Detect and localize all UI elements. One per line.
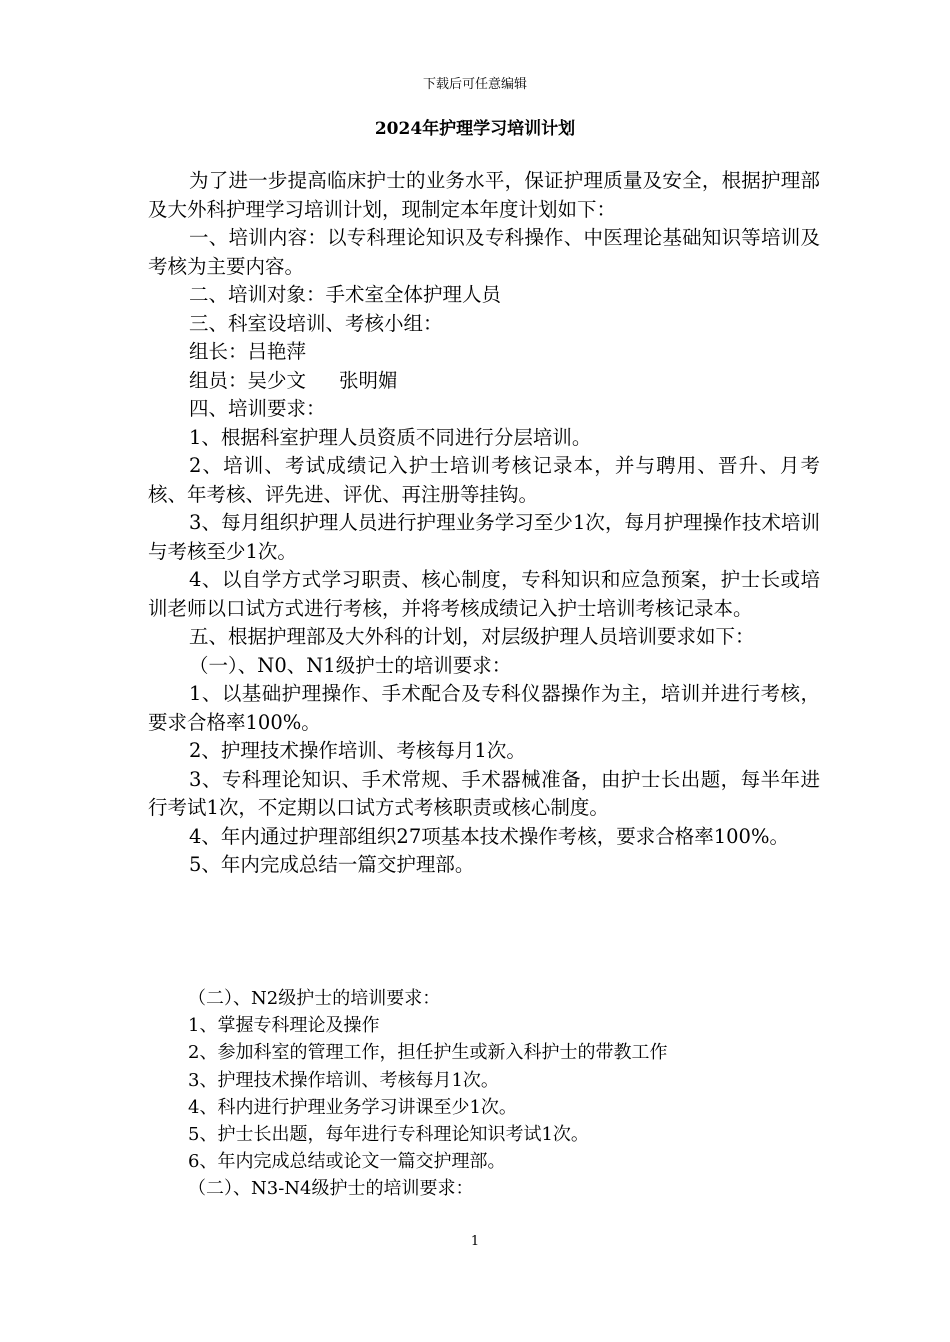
intro-paragraph: 为了进一步提高临床护士的业务水平，保证护理质量及安全，根据护理部及大外科护理学习培训计划，现制定本年度计划如下： <box>148 169 820 221</box>
paragraph-training-target: 二、培训对象：手术室全体护理人员 <box>189 283 502 306</box>
paragraph-requirement-1: 1、根据科室护理人员资质不同进行分层培训。 <box>189 425 592 449</box>
page-title: 2024年护理学习培训计划 <box>374 119 576 139</box>
body-section-2 <box>148 985 820 1203</box>
paragraph-requirement-3: 3、每月组织护理人员进行护理业务学习至少1次，每月护理操作技术培训与考核至少1次。 <box>148 511 820 563</box>
paragraph-level-plan: 五、根据护理部及大外科的计划，对层级护理人员培训要求如下： <box>189 625 755 648</box>
group-member-2: 张明媚 <box>339 368 398 392</box>
paragraph-n2-item-3: 3、护理技术操作培训、考核每月1次。 <box>188 1069 499 1091</box>
paragraph-n2-item-2: 2、参加科室的管理工作，担任护生或新入科护士的带教工作 <box>188 1042 668 1064</box>
page-number: 1 <box>470 1234 480 1249</box>
paragraph-n0-n1-item-5: 5、年内完成总结一篇交护理部。 <box>189 853 475 876</box>
paragraph-n2-item-5: 5、护士长出题，每年进行专科理论知识考试1次。 <box>188 1124 589 1146</box>
paragraph-n0-n1-item-2: 2、护理技术操作培训、考核每月1次。 <box>189 739 526 762</box>
paragraph-requirement-4: 4、以自学方式学习职责、核心制度，专科知识和应急预案，护士长或培训老师以口试方式进行考核，并将考核成绩记入护士培训考核记录本。 <box>148 568 820 620</box>
group-member-1: 组员：吴少文 <box>189 368 307 392</box>
paragraph-group-leader: 组长：吕艳萍 <box>189 340 307 363</box>
paragraph-n2-item-6: 6、年内完成总结或论文一篇交护理部。 <box>188 1151 506 1173</box>
paragraph-n0-n1-item-4: 4、年内通过护理部组织27项基本技术操作考核，要求合格率100%。 <box>189 824 789 848</box>
paragraph-training-group: 三、科室设培训、考核小组： <box>189 311 443 335</box>
paragraph-n3-n4-heading: （二）、N3-N4级护士的培训要求： <box>188 1178 474 1200</box>
paragraph-n2-heading: （二）、N2级护士的培训要求： <box>188 988 441 1009</box>
paragraph-n0-n1-heading: （一）、N0、N1级护士的培训要求： <box>189 653 512 677</box>
paragraph-group-members <box>148 367 820 396</box>
paragraph-n0-n1-item-1: 1、以基础护理操作、手术配合及专科仪器操作为主，培训并进行考核，要求合格率100%。 <box>148 682 820 734</box>
paragraph-n0-n1-item-3: 3、专科理论知识、手术常规、手术器械准备，由护士长出题，每半年进行考试1次，不定期以口试方式考核职责或核心制度。 <box>148 767 820 819</box>
header-note: 下载后可任意编辑 <box>422 77 527 92</box>
paragraph-requirements-heading: 四、培训要求： <box>189 397 326 420</box>
paragraph-n2-item-4: 4、科内进行护理业务学习讲课至少1次。 <box>188 1096 517 1118</box>
paragraph-n2-item-1: 1、掌握专科理论及操作 <box>188 1015 380 1037</box>
paragraph-requirement-2: 2、培训、考试成绩记入护士培训考核记录本，并与聘用、晋升、月考核、年考核、评先进、评优、再注册等挂钩。 <box>148 454 820 506</box>
paragraph-training-content: 一、培训内容：以专科理论知识及专科操作、中医理论基础知识等培训及考核为主要内容。 <box>148 226 820 278</box>
body-section-1 <box>148 167 820 880</box>
